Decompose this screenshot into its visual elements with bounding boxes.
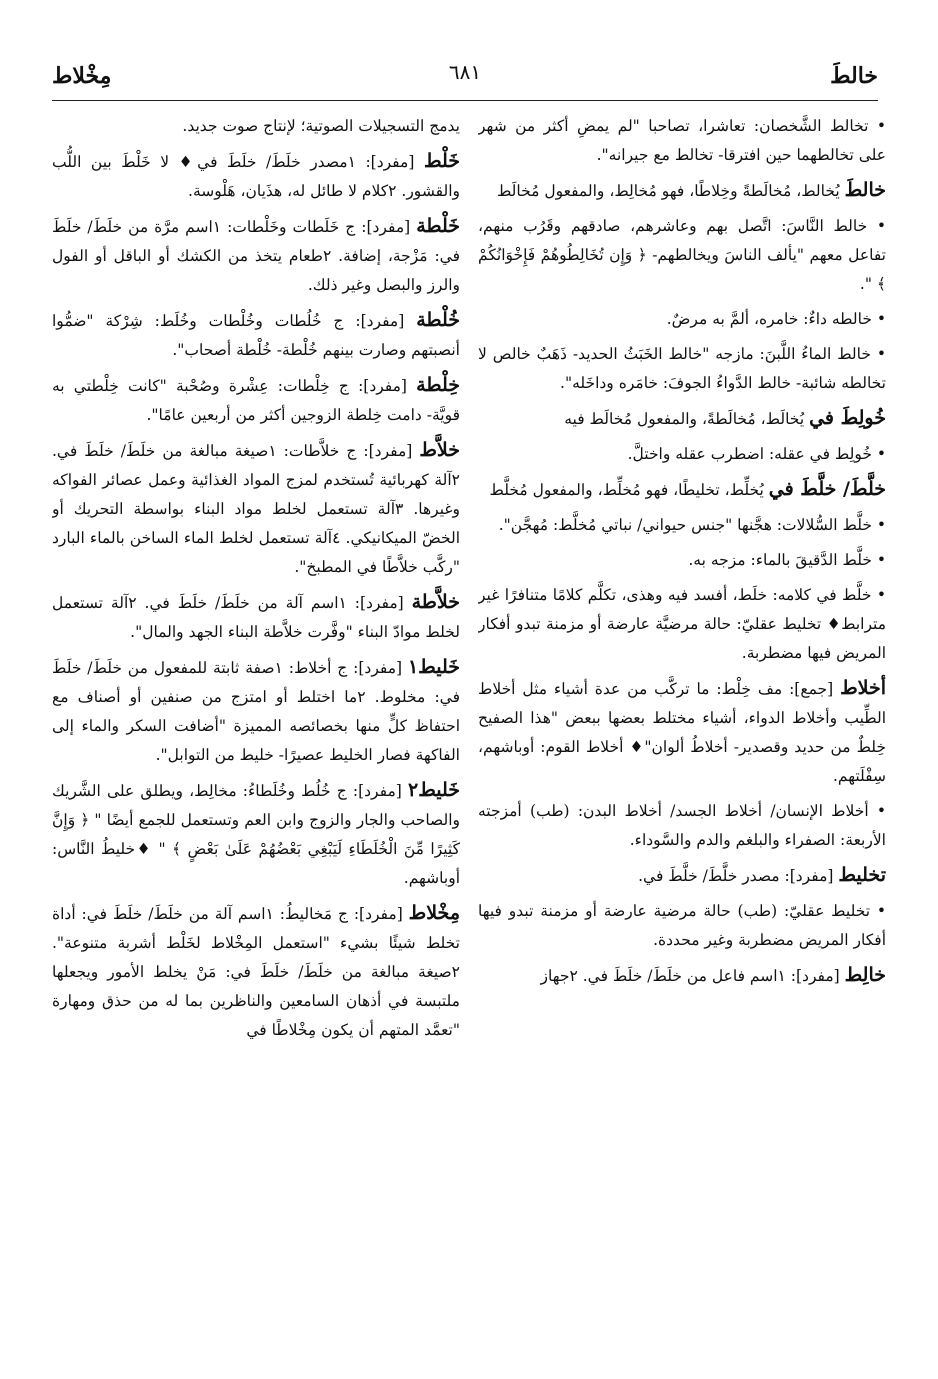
entry-headword: أخلاط [840,677,886,699]
entry-headword: خُولِطَ في [809,407,886,429]
dictionary-entry [478,581,886,668]
entry-text: • تخليط عقليّ: (طب) حالة مرضية عارضة أو مزمنة تبدو فيها أفكار المريض مضطربة وغير محددة. [478,902,886,949]
dictionary-entry [52,306,460,365]
entry-text: • خالطه داءٌ: خامره، ألمَّ به مرضٌ. [666,310,886,328]
entry-text: [مفرد]: ١اسم فاعل من خلَطَ/ خلَطَ في. ٢جهاز [540,967,840,985]
entry-headword: خَلْط [423,150,460,172]
entry-text: • خلَّط الدَّقيقَ بالماء: مزجه به. [688,551,886,569]
entry-headword: خلاَّطة [411,591,460,613]
entry-text: • خلَّط في كلامه: خلَط، أفسد فيه وهذى، تكلَّم كلامًا متنافرًا غير مترابط♦ تخليط عقليّ: حالة مرضيَّة عارضة أو مزمنة تبدو أفكار المريض فيها مضطربة. [478,586,886,662]
entry-text: يدمج التسجيلات الصوتية؛ لإنتاج صوت جديد. [182,117,460,135]
entry-text: [مفرد]: ج خَلَطات وخَلْطات: ١اسم مرَّة من خلَطَ/ خلَطَ في: مَزْجة، إضافة. ٢طعام يتخذ من الكشك أو الباقل أو الفول والرز والبصل وغير ذلك. [52,218,460,294]
entry-headword: خُلْطة [416,309,460,331]
dictionary-entry [478,212,886,299]
dictionary-entry [478,861,886,891]
header-right-word: خالطَ [830,63,878,89]
page-number: ٦٨١ [448,60,482,84]
right-column [478,112,886,1352]
entry-text: • خُولِط في عقله: اضطرب عقله واختلَّ. [627,445,886,463]
entry-text: • تخالط الشَّخصان: تعاشرا، تصاحبا "لم يمضِ أكثر من شهر على تخالطهما حين افترقا- تخالط مع جيرانه". [478,117,886,164]
entry-text: [مفرد]: ج خُلُط وخُلَطاءُ: مخالِط، ويطلق على الشَّريك والصاحب والجار والزوج وابن العم وتستعمل للجمع أيضًا " ﴿ وَإِنَّ كَثِيرًا مِّنَ الْخُلَطَاءِ لَيَبْغِي بَعْضُهُمْ عَلَىٰ بَعْضٍ ﴾ " ♦خليطُ النَّاس: أوباشهم. [52,782,460,887]
header-left-word: مِخْلاط [52,63,112,89]
dictionary-entry [478,797,886,855]
dictionary-entry [52,436,460,582]
dictionary-entry [478,176,886,206]
entry-text: [مفرد]: ١مصدر خلَطَ/ خلَطَ في♦ لا خَلْطَ بين اللُّب والقشور. ٢كلام لا طائل له، هذَيان، هَلْوسة. [52,153,460,200]
entry-headword: تخليط [838,864,886,886]
dictionary-entry [478,897,886,955]
dictionary-entry [52,147,460,206]
dictionary-entry [478,546,886,575]
entry-text: [مفرد]: مصدر خلَّطَ/ خلَّطَ في. [638,867,834,885]
dictionary-entry [478,475,886,505]
dictionary-entry [478,340,886,398]
dictionary-entry [52,112,460,141]
dictionary-entry [52,212,460,300]
entry-headword: خِلْطة [416,374,460,396]
entry-text: يُخالَط، مُخالَطةً، والمفعول مُخالَط فيه [564,410,805,428]
entry-text: • خالط النَّاسَ: اتَّصل بهم وعاشرهم، صادقهم وقَرُب منهم، تفاعل معهم "يألف الناسَ ويخالطهم- ﴿ وَإِن تُخَالِطُوهُمْ فَإِخْوَانُكُمْ ﴾ ". [478,217,886,293]
entry-headword: خَليط١ [407,656,460,678]
dictionary-entry [478,511,886,540]
entry-text: [مفرد]: ج أخلاط: ١صفة ثابتة للمفعول من خلَطَ/ خلَطَ في: مخلوط. ٢ما اختلط أو امتزج من صنفين أو أصناف مع احتفاظ كلٍّ منها بخصائصه المميزة "أضافت السكر والماء إلى الفاكهة فصار الخليط عصيرًا- خليط من التوابل". [52,659,460,764]
dictionary-entry [52,776,460,893]
entry-headword: خلَّطَ/ خلَّطَ في [768,478,886,500]
entry-text: [مفرد]: ج خُلُطات وخُلْطات وخُلَط: شِرْكة "ضمُّوا أنصبتهم وصارت بينهم خُلْطة- خُلْطة أصحاب". [52,312,460,359]
entry-headword: خَلْطة [416,215,460,237]
dictionary-entry [478,305,886,334]
dictionary-entry [52,588,460,647]
entry-headword: خَليط٢ [407,779,460,801]
dictionary-entry [478,674,886,791]
entry-text: • خالط الماءُ اللَّبنَ: مازجه "خالط الخَبَثُ الحديد- ذَهَبٌ خالص لا تخالطه شائبة- خالط الدَّواءُ الجوفَ: خامَره وداخَله". [478,345,886,392]
dictionary-entry [478,404,886,434]
dictionary-entry [478,440,886,469]
dictionary-entry [478,112,886,170]
entry-text: • خلَّط السُّلالات: هجَّنها "جنس حيواني/ نباتي مُخلَّط: مُهجَّن". [498,516,886,534]
entry-text: • أخلاط الإنسان/ أخلاط الجسد/ أخلاط البدن: (طب) أمزجته الأربعة: الصفراء والبلغم والدم والسَّوداء. [478,802,886,849]
entry-headword: خالطَ [844,179,886,201]
entry-text: [مفرد]: ج مَخاليطُ: ١اسم آلة من خلَطَ/ خلَطَ في: أداة تخلط شيئًا بشيء "استعمل المِخْلاط لخَلْط أشربة متنوعة". ٢صيغة مبالغة من خلَطَ/ خلَطَ في: مَنْ يخلط الأمور ويجعلها ملتبسة في أذهان السامعين والناظرين بما له من حذق ومهارة "تعمَّد المتهم أن يكون مِخْلاطًا في [52,905,460,1039]
entry-text: [جمع]: مف خِلْط: ما تركَّب من عدة أشياء مثل أخلاط الطِّيب وأخلاط الدواء، أشياء مختلط بعضها ببعض "هذا الصفيح خِلطٌ من حديد وقصدير- أخلاطُ ألوان"♦ أخلاط القوم: أوباشهم، سِفْلَتهم. [478,680,886,785]
entry-text: [مفرد]: ج خِلْطات: عِشْرة وصُحْبة "كانت خِلْطتي به قويَّة- دامت خِلطة الزوجين أكثر من أربعين عامًا". [52,377,460,424]
dictionary-entry [52,653,460,770]
left-column [52,112,460,1352]
entry-headword: خالِط [844,964,886,986]
entry-text: يُخلِّط، تخليطًا، فهو مُخلِّط، والمفعول مُخلَّط [489,481,764,499]
entry-headword: خلاَّط [419,439,460,461]
entry-text: يُخالط، مُخالَطةً وخِلاطًا، فهو مُخالِط، والمفعول مُخالَط [496,182,840,200]
dictionary-entry [478,961,886,991]
dictionary-entry [52,371,460,430]
entry-headword: مِخْلاط [408,902,460,924]
page-header [52,52,878,101]
entry-text: [مفرد]: ١اسم آلة من خلَطَ/ خلَطَ في. ٢آلة تستعمل لخلط موادّ البناء "وفَّرت خلاَّطة البناء الجهد والمال". [52,594,460,641]
dictionary-entry [52,899,460,1045]
entry-text: [مفرد]: ج خلاَّطات: ١صيغة مبالغة من خلَطَ/ خلَطَ في. ٢آلة كهربائية تُستخدم لمزج المواد الغذائية وعمل عصائر الفواكه وغيرها. ٣آلة تستعمل لخلط مواد البناء بواسطة التحريك أو الخضّ الميكانيكي. ٤آلة تستعمل لخلط الماء الساخن بالماء البارد "ركَّب خلاَّطًا في المطبخ". [52,442,460,576]
